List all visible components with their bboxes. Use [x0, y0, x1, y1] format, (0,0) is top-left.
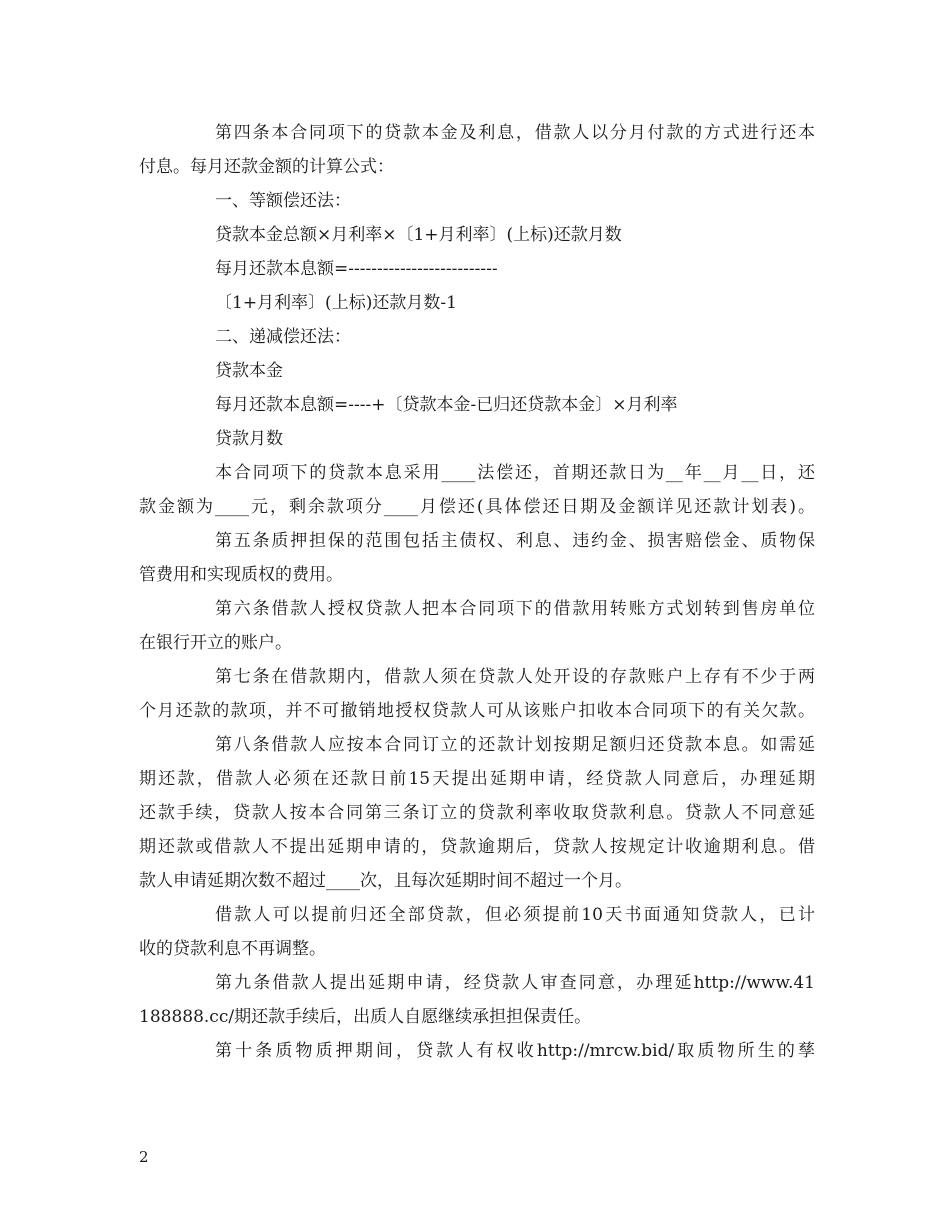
text-line: 第五条质押担保的范围包括主债权、利息、违约金、损害赔偿金、质物保	[215, 531, 815, 551]
text-line: 二、递减偿还法：	[215, 327, 351, 347]
text-line: 〔1+月利率〕(上标)还款月数-1	[215, 293, 457, 313]
text-line: 第四条本合同项下的贷款本金及利息，借款人以分月付款的方式进行还本	[215, 123, 815, 143]
text-line: 付息。每月还款金额的计算公式：	[139, 157, 394, 177]
text-line: 一、等额偿还法：	[215, 191, 351, 211]
page-number: 2	[139, 1148, 149, 1166]
text-line: 188888.cc/期还款手续后，出质人自愿继续承担担保责任。	[139, 1007, 592, 1027]
text-line: 借款人可以提前归还全部贷款，但必须提前10天书面通知贷款人，已计	[215, 905, 815, 925]
text-line: 第八条借款人应按本合同订立的还款计划按期足额归还贷款本息。如需延	[215, 735, 815, 755]
text-line: 第七条在借款期内，借款人须在贷款人处开设的存款账户上存有不少于两	[215, 667, 815, 687]
text-line: 期还款或借款人不提出延期申请的，贷款逾期后，贷款人按规定计收逾期利息。借	[139, 837, 815, 857]
text-line: 贷款本金总额×月利率×〔1+月利率〕(上标)还款月数	[215, 225, 622, 245]
text-line: 本合同项下的贷款本息采用____法偿还，首期还款日为__年__月__日，还	[215, 463, 815, 483]
text-line: 第六条借款人授权贷款人把本合同项下的借款用转账方式划转到售房单位	[215, 599, 815, 619]
text-line: 个月还款的款项，并不可撤销地授权贷款人可从该账户扣收本合同项下的有关欠款。	[139, 701, 815, 721]
text-line: 每月还款本息额=--------------------------	[215, 259, 498, 279]
text-line: 贷款月数	[215, 429, 283, 449]
text-line: 在银行开立的账户。	[139, 633, 292, 653]
text-line: 第十条质物质押期间，贷款人有权收http://mrcw.bid/取质物所生的孳	[215, 1041, 815, 1061]
text-line: 管费用和实现质权的费用。	[139, 565, 343, 585]
text-line: 收的贷款利息不再调整。	[139, 939, 326, 959]
text-line: 贷款本金	[215, 361, 283, 381]
text-line: 款人申请延期次数不超过____次，且每次延期时间不超过一个月。	[139, 871, 632, 891]
contract-body-text	[139, 116, 815, 1068]
text-line: 款金额为____元，剩余款项分____月偿还(具体偿还日期及金额详见还款计划表)。	[139, 497, 815, 517]
text-line: 还款手续，贷款人按本合同第三条订立的贷款利率收取贷款利息。贷款人不同意延	[139, 803, 815, 823]
text-line: 期还款，借款人必须在还款日前15天提出延期申请，经贷款人同意后，办理延期	[139, 769, 815, 789]
text-line: 每月还款本息额=----+〔贷款本金-已归还贷款本金〕×月利率	[215, 395, 678, 415]
text-line: 第九条借款人提出延期申请，经贷款人审查同意，办理延http://www.41	[215, 973, 815, 993]
